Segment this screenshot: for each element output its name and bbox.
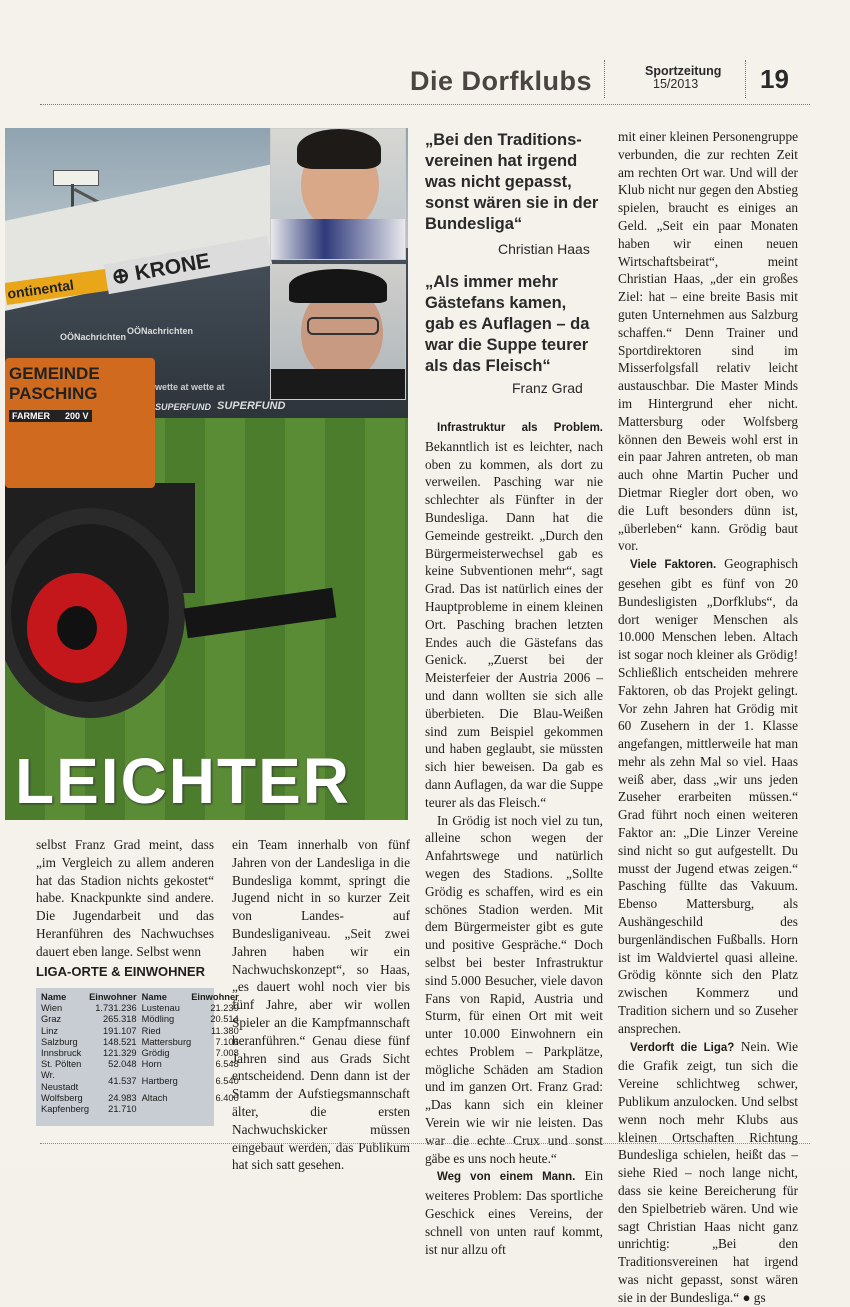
table-row [41,1026,244,1037]
sign-gemeinde: GEMEINDE [9,364,100,383]
population-cell: 20.514 [210,1014,239,1025]
place-name-cell: Linz [41,1025,59,1036]
glasses-icon [307,317,379,335]
subheading: Verdorft die Liga? [630,1041,735,1054]
sign-model [9,410,92,422]
header-divider [604,60,605,98]
nachrichten-sign-1: OÖNachrichten [60,332,127,342]
place-name-cell: Grödig [141,1048,170,1059]
header-divider [745,60,746,98]
population-cell: 6.540 [215,1076,239,1087]
quote-2 [425,272,589,377]
article-column-1 [36,836,214,961]
article-column-4 [618,128,798,1307]
author-initials: ● gs [742,1289,766,1305]
table-row [41,1037,244,1048]
population-cell: 265.318 [103,1014,137,1025]
place-name-cell: St. Pölten [41,1059,82,1070]
population-cell: 6.548 [215,1059,239,1070]
subheading: Viele Faktoren. [630,559,717,572]
table-row [41,1048,244,1059]
sign-pasching: PASCHING [9,384,98,403]
quote-line: Gästefans kamen, [425,294,567,312]
portrait-christian-haas [270,128,406,260]
krone-banner: ⊕ KRONE [104,236,273,294]
quote-line: was nicht gepasst, [425,173,572,191]
quote-line: war die Suppe teurer [425,336,589,354]
place-name-cell [142,1104,192,1115]
photo-headline: LEICHTER [15,745,351,817]
population-cell: 52.048 [108,1059,137,1070]
place-name-cell: Wr. Neustadt [41,1070,79,1092]
article-column-3 [425,418,603,1258]
population-table-grid [41,992,244,1115]
publication-name: Sportzeitung [645,64,722,78]
place-name-cell: Graz [41,1014,62,1025]
quote-line: gab es Auflagen – da [425,315,590,333]
population-cell: 121.329 [103,1048,137,1059]
place-name-cell: Salzburg [41,1036,78,1047]
tractor-hub [57,606,97,650]
population-table [36,988,239,1126]
section-title: Die Dorfklubs [410,66,593,96]
place-name-cell: Mattersburg [141,1036,192,1047]
place-name-cell: Ried [141,1025,161,1036]
wette-sign: wette at wette at [155,382,225,392]
place-name-cell: Wien [41,1003,63,1014]
column-header: Name [141,992,167,1002]
quote-line: vereinen hat irgend [425,152,578,170]
paragraph: selbst Franz Grad meint, dass „im Vergleich zu allem anderen hat das Stadion nichts gekostet“ habe. Knackpunkte sind andere. Die Jugendarbeit und das Heranführen des Nachwuchses dauert eben lange. Selbst wenn [36,837,214,959]
scarf [271,219,405,259]
place-name-cell: Mödling [141,1014,175,1025]
header-rule [40,104,810,105]
place-name-cell: Innsbruck [41,1048,82,1059]
population-cell: 7.008 [215,1048,239,1059]
quote-line: „Als immer mehr [425,273,558,291]
sign-model-number: 200 V [65,411,89,421]
population-cell: 21.239 [210,1003,239,1014]
population-cell: 41.537 [108,1076,137,1087]
quote-1 [425,130,598,235]
publication-info [645,65,721,91]
table-row [41,1093,244,1104]
tractor-sign [5,364,157,424]
population-cell: 21.710 [108,1104,137,1115]
place-name-cell: Kapfenberg [41,1104,90,1115]
krone-label: KRONE [133,249,212,286]
paragraph: Bekanntlich ist es leichter, nach oben zu kommen, als dort zu verweilen. Pasching war nie schlechter als Fünfter in der Bundesliga. Dann hat die Gemeinde gestreikt. „Durch den Bürgermeisterwechsel gab es keine Subventionen mehr“, sagt Grad. Das ist natürlich eines der Hauptprobleme in einem kleinen Ort. Pasching brachen letzten Endes auch die Gästefans das Genick. „Zuerst bei der Meisterfeier der Austria 2006 – und dann wollten sie sich alle überbieten. Die Blau-Weißen sind zum Beispiel gekommen und haben geglaubt, sie müssten sich hier beweisen. Da gab es dann Auflagen, da war die Suppe teurer als das Fleisch.“ [425,438,603,810]
place-name-cell: Lustenau [141,1003,180,1014]
table-row [41,1059,244,1070]
paragraph: Nein. Wie die Grafik zeigt, tun sich die Vereine schlichtweg schwer, Publikum anzulocken. Und selbst wenn noch mehr Klubs aus kleinen Ortschaften Richtung Bundesliga schielen, heißt das – siehe Ried – noch lange nicht, dass sie keine Bereicherung für den Spielbetrieb wären. Und wie sagt Christian Haas nicht ganz unrichtig: „Bei den Traditionsvereinen hat irgend was nicht gepasst, sonst wären sie in der Bundesliga.“ [618,1038,799,1305]
quote-2-author: Franz Grad [512,380,583,396]
floodlight-icon [53,170,99,186]
paragraph: In Grödig ist noch viel zu tun, alleine schon wegen der Anfahrtswege und natürlich wegen des Stadions. „Sollte Grödig es schaffen, wird es ein schönes Stadion werden. Mit dem Bürgermeister gibt es gute und positive Gespräche.“ Doch selbst bei bester Infrastruktur sind 5.000 Besucher, viele davon Fans von Rapid, Austria und Sturm, für einen Ort mit weit unter 10.000 Einwohnern ein echtes Problem – Parkplätze, mögliche Schäden am Stadion und im ganzen Ort. Franz Grad: „Das kann sich ein kleiner Verein wie wir nie leisten. Das war die echte Crux und sonst gäbe es uns noch heute.“ [425,812,603,1166]
column-header: Einwohner [89,992,137,1002]
table-row [41,1014,244,1025]
continental-banner: ontinental [5,269,108,305]
quote-line: als das Fleisch“ [425,357,551,375]
population-cell: 7.106 [215,1036,239,1047]
table-header-row [41,992,244,1003]
population-cell: 148.521 [103,1036,137,1047]
page-number: 19 [760,64,789,94]
jacket [271,369,405,399]
population-cell: 191.107 [103,1025,137,1036]
hair [297,129,381,169]
issue-number: 15/2013 [653,77,699,91]
paragraph: Ein weiteres Problem: Das sportliche Geschick eines Vereins, der schnell von unten rauf kommt, ist nur allzu oft [425,1168,603,1257]
table-row [41,1070,244,1092]
population-cell: 6.400 [215,1092,239,1103]
quote-line: „Bei den Traditions- [425,131,582,149]
column-header: Name [41,992,67,1002]
place-name-cell: Horn [141,1059,162,1070]
superfund-sign-2: SUPERFUND [217,400,286,412]
place-name-cell: Altach [141,1092,168,1103]
subheading: Infrastruktur als Problem. [437,422,603,434]
place-name-cell: Wolfsberg [41,1092,83,1103]
nachrichten-sign-2: OÖNachrichten [127,326,194,336]
column-header: Einwohner [191,992,239,1002]
quote-line: Bundesliga“ [425,215,523,233]
table-row [41,1104,244,1115]
sign-farmer: FARMER [12,411,50,421]
population-cell: 1.731.236 [95,1003,137,1014]
footer-rule [40,1143,810,1144]
portrait-franz-grad [270,264,406,400]
paragraph: ein Team innerhalb von fünf Jahren von der Landesliga in die Bundesliga kommt, springt die Jugend nicht in so kurzer Zeit von Landes- auf Bundesliganiveau. „Seit zwei Jahren haben wir ein Nachwuchskonzept“, so Haas, „es dauert wohl noch vier bis fünf Jahre, aber wir wollen Spieler an die Kampfmannschaft heranführen.“ Genau diese fünf Jahren sind aus Grads Sicht entscheidend. Denn dann ist der Stamm der Aufstiegsmannschaft älter, die ersten Nachwuchskicker müssen eingebaut werden, das Publikum hat sich satt gesehen. [232,837,410,1173]
subheading: Weg von einem Mann. [437,1171,576,1184]
paragraph: Geographisch gesehen gibt es fünf von 20 Bundesligisten „Dorfklubs“, da dort weniger Menschen als 10.000 Menschen leben. Altach ist sogar noch kleiner als Grödig! Schließlich entscheiden mehrere Faktoren, ob das Projekt gelingt. Vor zehn Jahren hat Grödig mit 60 Zusehern in der 1. Klasse angefangen, mittlerweile hat man mehr als zehn Mal so viel. Haas weiß aber, dass „wir uns jeden Zuseher erarbeiten müssen.“ Grad führt noch einen weiteren Faktor an: „Die Linzer Vereine sind nicht so gut aufgestellt. Du musst der Jugend etwas zeigen.“ Pasching füllte das Vakuum. Ebenso Mattersburg, als Aushängeschild des burgenländischen Fußballs. Horn ist im Waldviertel quasi alleine. Grödig könnte sich den Platz zwischen Kommerz und Tradition sichern und so Zuseher ansprechen. [618,556,798,1036]
cap-icon [289,269,387,303]
population-cell: 11.380 [211,1025,239,1036]
article-column-2 [232,836,410,1174]
superfund-sign-1: SUPERFUND [155,402,212,412]
place-name-cell: Hartberg [141,1076,178,1087]
paragraph: mit einer kleinen Personengruppe verbunden, die zur rechten Zeit am rechten Ort war. Und will der Klub nicht nur gegen den Abstieg spielen, braucht es einiges an Geld. „Seit ein paar Monaten haben wir einen neuen Wirtschaftsbeirat“, meint Christian Haas, „der ein großes Ziel: hat – eine breite Basis mit guten Unternehmen aus Salzburg schaffen.“ Denn Trainer und Sportdirektoren sind im Misserfolgsfall relativ leicht austauschbar. Die Master Minds im Hintergrund eher nicht. Mattersburg oder Wolfsberg können den Beweis wohl erst in ein paar Jahren antreten, ob man auch ohne Martin Pucher und Dietmar Riegler dort oben, wo die Luft besonders dünn ist, „überleben“ kann. Grödig baut vor. [618,129,798,554]
population-cell: 24.983 [108,1092,137,1103]
quote-1-author: Christian Haas [498,241,590,257]
table-row [41,1003,244,1014]
quote-line: sonst wären sie in der [425,194,599,212]
table-title: LIGA-ORTE & EINWOHNER [36,964,205,979]
